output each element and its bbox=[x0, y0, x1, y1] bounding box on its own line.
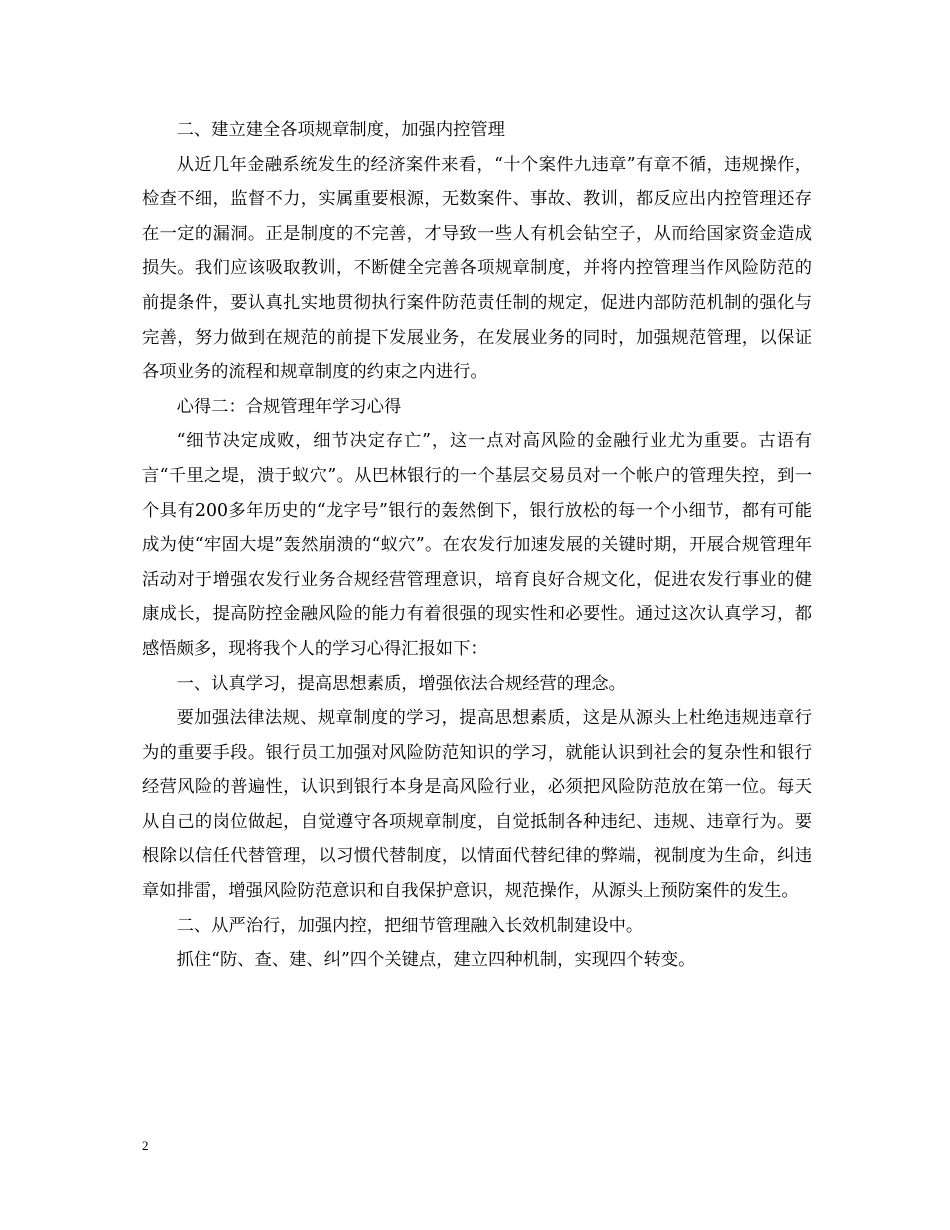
section-heading-internal-control: 二、建立建全各项规章制度，加强内控管理 bbox=[176, 120, 505, 140]
paragraph-four-key-points: 抓住“防、查、建、纠”四个关键点，建立四种机制，实现四个转变。 bbox=[176, 950, 696, 971]
paragraph-details-decide: “细节决定成败，细节决定存亡”，这一点对高风险的金融行业尤为重要。古语有言“千里之堤，溃于蚁穴”。从巴林银行的一个基层交易员对一个帐户的管理失控，到一个具有200多年历史的“龙字号”银行的轰然倒下，银行放松的每一个小细节，都有可能成为使“牢固大堤”轰然崩溃的“蚁穴”。在农发行加速发展的关键时期，开展合规管理年活动对于增强农发行业务合规经营管理意识，培育良好合规文化，促进农发行事业的健康成长，提高防控金融风险的能力有着很强的现实性和必要性。通过这次认真学习，都感悟颇多，现将我个人的学习心得汇报如下： bbox=[142, 431, 812, 659]
page-number: 2 bbox=[142, 1138, 149, 1153]
paragraph-internal-control: 从近几年金融系统发生的经济案件来看，“十个案件九违章”有章不循，违规操作，检查不细，监督不力，实属重要根源，无数案件、事故、教训，都反应出内控管理还存在一定的漏洞。正是制度的不完善，才导致一些人有机会钻空子，从而给国家资金造成损失。我们应该吸取教训，不断健全完善各项规章制度，并将内控管理当作风险防范的前提条件，要认真扎实地贯彻执行案件防范责任制的规定，促进内部防范机制的强化与完善，努力做到在规范的前提下发展业务，在发展业务的同时，加强规范管理，以保证各项业务的流程和规章制度的约束之内进行。 bbox=[142, 154, 812, 383]
paragraph-study: 要加强法律法规、规章制度的学习，提高思想素质，这是从源头上杜绝违规违章行为的重要手段。银行员工加强对风险防范知识的学习，就能认识到社会的复杂性和银行经营风险的普遍性，认识到银行本身是高风险行业，必须把风险防范放在第一位。每天从自己的岗位做起，自觉遵守各项规章制度，自觉抵制各种违纪、违规、违章行为。要根除以信任代替管理，以习惯代替制度，以情面代替纪律的弊端，视制度为生命，纠违章如排雷，增强风险防范意识和自我保护意识，规范操作，从源头上预防案件的发生。 bbox=[142, 708, 812, 902]
document-body bbox=[142, 113, 812, 978]
section-heading-study: 一、认真学习，提高思想素质，增强依法合规经营的理念。 bbox=[176, 673, 626, 694]
section-heading-strict-governance: 二、从严治行，加强内控，把细节管理融入长效机制建设中。 bbox=[176, 915, 644, 936]
essay-title-compliance-year: 心得二：合规管理年学习心得 bbox=[176, 396, 402, 417]
